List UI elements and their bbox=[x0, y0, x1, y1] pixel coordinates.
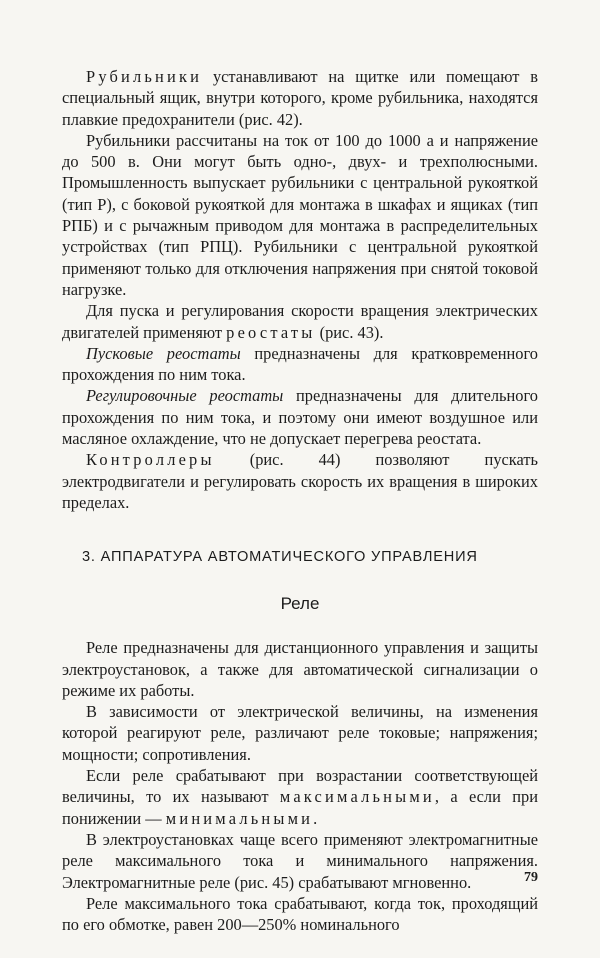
paragraph-regulirovochnye: Регулировочные реостаты предназначены для длительного прохождения по ним тока, и поэтому они имеют воздушное или масляное охлаждение, что не допускает перегрева реостата. bbox=[62, 386, 538, 449]
subheading: Реле bbox=[280, 594, 320, 614]
italic-term: Пусковые реостаты bbox=[86, 343, 241, 363]
spaced-term: Контроллеры bbox=[86, 450, 215, 470]
section-heading: 3. АППАРАТУРА АВТОМАТИЧЕСКОГО УПРАВЛЕНИЯ bbox=[82, 549, 478, 566]
paragraph-kontrollery: Контроллеры (рис. 44) позволяют пускать электродвигатели и регулировать скорость их вращения в широких пределах. bbox=[62, 450, 538, 512]
spaced-term: реостаты bbox=[226, 322, 316, 342]
paragraph-rele-types: В зависимости от электрической величины, на изменения которой реагируют реле, различают реле токовые; напряжения; мощности; сопротивления. bbox=[62, 702, 538, 764]
page-number: 79 bbox=[524, 870, 538, 885]
italic-term: Регулировочные реостаты bbox=[86, 386, 284, 406]
spaced-term: минимальными bbox=[165, 808, 314, 828]
paragraph-puskovye: Пусковые реостаты предназначены для кратковременного прохождения по ним тока. bbox=[62, 343, 539, 385]
paragraph-rele-electromagnetic: В электроустановках чаще всего применяют электромагнитные реле максимального тока и минимального напряжения. Электромагнитные реле (рис. 45) срабатывают мгновенно. bbox=[62, 829, 538, 892]
paragraph-rubilniki-intro: Рубильники устанавливают на щитке или помещают в специальный ящик, внутри которого, кроме рубильника, находятся плавкие предохранители (рис. 42). bbox=[62, 67, 538, 129]
spaced-term: Рубильники bbox=[86, 67, 203, 86]
paragraph-rubilniki-ratings: Рубильники рассчитаны на ток от 100 до 1000 а и напряжение до 500 в. Они могут быть одно-, двух- и трехполюсными. Промышленность выпускает рубильники с центральной рукояткой (тип Р), с боковой рукояткой для монтажа в шкафах и ящиках (тип РПБ) и с рычажным приводом для монтажа в распределительных устройствах (тип РПЦ). Рубильники с центральной рукояткой применяют только для отключения напряжения при снятой токовой нагрузке. bbox=[62, 130, 538, 299]
paragraph-rele-max-current: Реле максимального тока срабатывают, когда ток, проходящий по его обмотке, равен 200—250% номинального bbox=[62, 893, 538, 935]
paragraph-reostaty: Для пуска и регулирования скорости вращения электрических двигателей применяют реостаты (рис. 43). bbox=[62, 301, 538, 342]
paragraph-rele-max-min: Если реле срабатывают при возрастании соответствующей величины, то их называют максимальными, а если при понижении — минимальными. bbox=[62, 766, 538, 828]
paragraph-rele-purpose: Реле предназначены для дистанционного управления и защиты электроустановок, а также для автоматической сигнализации о режиме их работы. bbox=[62, 638, 538, 700]
spaced-term: максимальными bbox=[279, 787, 435, 807]
